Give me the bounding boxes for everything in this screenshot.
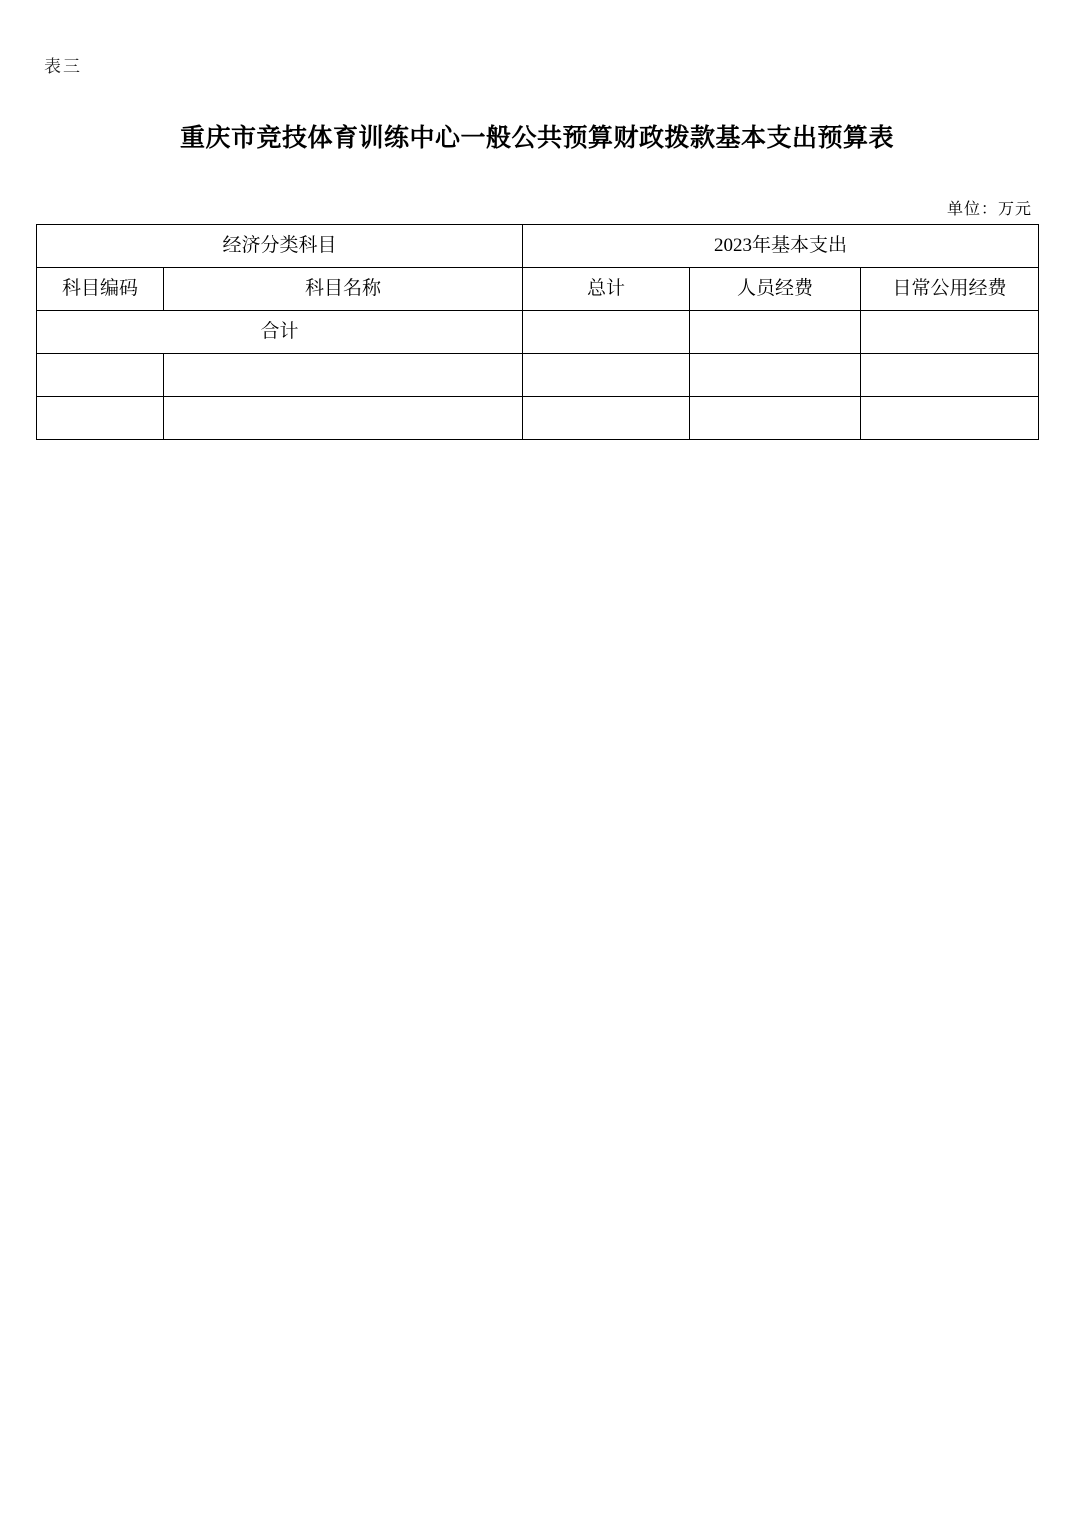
row-code-value <box>37 397 164 440</box>
budget-table <box>36 224 1039 440</box>
table-header-column-row <box>37 268 1039 311</box>
table-row <box>37 311 1039 354</box>
table-header-group-row <box>37 225 1039 268</box>
row-total-label: 合计 <box>37 311 523 354</box>
row-total-value <box>523 397 690 440</box>
row-name-value <box>164 354 523 397</box>
row-daily-public-value <box>861 397 1039 440</box>
header-code: 科目编码 <box>37 268 164 311</box>
table-row <box>37 397 1039 440</box>
header-name: 科目名称 <box>164 268 523 311</box>
row-code-value <box>37 354 164 397</box>
header-total: 总计 <box>523 268 690 311</box>
row-daily-public-value <box>861 311 1039 354</box>
row-personnel-value <box>690 354 861 397</box>
header-year-basic-expenditure: 2023年基本支出 <box>523 225 1039 268</box>
header-personnel: 人员经费 <box>690 268 861 311</box>
row-personnel-value <box>690 397 861 440</box>
row-name-value <box>164 397 523 440</box>
page-title: 重庆市竞技体育训练中心一般公共预算财政拨款基本支出预算表 <box>179 125 894 152</box>
row-total-value <box>523 354 690 397</box>
sheet-number-label: 表三 <box>44 57 82 77</box>
table-row <box>37 354 1039 397</box>
row-daily-public-value <box>861 354 1039 397</box>
header-daily-public: 日常公用经费 <box>861 268 1039 311</box>
row-total-value <box>523 311 690 354</box>
row-personnel-value <box>690 311 861 354</box>
header-economic-category: 经济分类科目 <box>37 225 523 268</box>
unit-note: 单位：万元 <box>946 199 1032 218</box>
